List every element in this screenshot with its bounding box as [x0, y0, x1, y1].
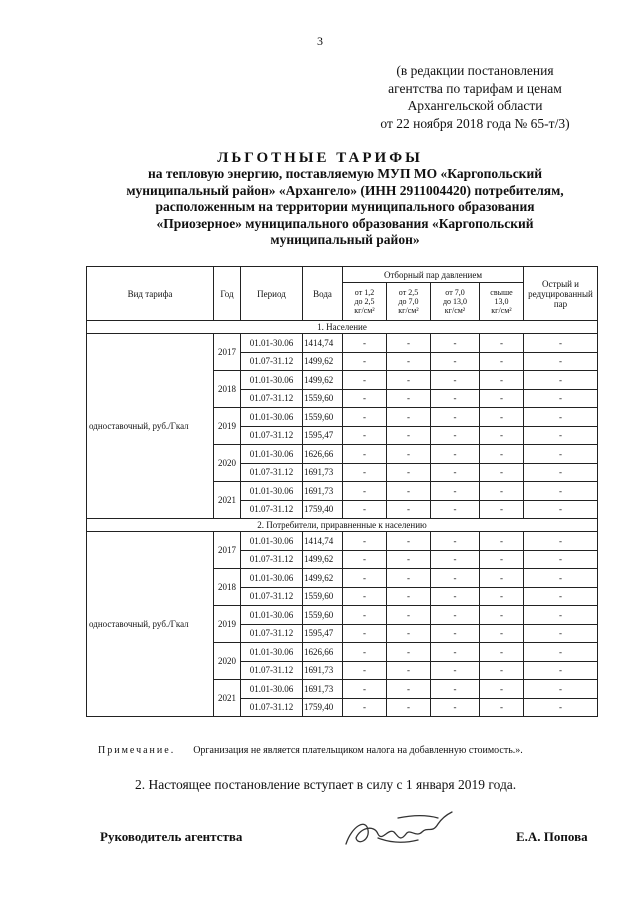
empty-value-cell: -: [343, 463, 387, 482]
empty-value-cell: -: [387, 426, 431, 445]
header-line: от 1,2: [354, 288, 375, 297]
header-steam-2: [387, 283, 431, 321]
period-cell: 01.01-30.06: [241, 643, 303, 662]
period-cell: 01.01-30.06: [241, 408, 303, 427]
empty-value-cell: -: [431, 532, 480, 551]
water-cell: 1414,74: [303, 532, 343, 551]
empty-value-cell: -: [387, 482, 431, 501]
header-line: свыше: [490, 288, 513, 297]
empty-value-cell: -: [343, 445, 387, 464]
note-text: Организация не является плательщиком налога на добавленную стоимость.».: [193, 745, 523, 756]
empty-value-cell: -: [387, 352, 431, 371]
header-steam-3: [431, 283, 480, 321]
water-cell: 1559,60: [303, 389, 343, 408]
year-cell: 2019: [214, 606, 241, 643]
section-title: 2. Потребители, приравненные к населению: [87, 519, 598, 532]
page-number: 3: [317, 34, 323, 48]
empty-value-cell: -: [524, 463, 598, 482]
empty-value-cell: -: [480, 550, 524, 569]
empty-value-cell: -: [431, 643, 480, 662]
period-cell: 01.01-30.06: [241, 606, 303, 625]
empty-value-cell: -: [480, 334, 524, 353]
empty-value-cell: -: [524, 680, 598, 699]
empty-value-cell: -: [343, 624, 387, 643]
header-year: Год: [214, 267, 241, 321]
empty-value-cell: -: [343, 408, 387, 427]
empty-value-cell: -: [524, 334, 598, 353]
water-cell: 1691,73: [303, 482, 343, 501]
empty-value-cell: -: [431, 606, 480, 625]
empty-value-cell: -: [343, 587, 387, 606]
header-line: до 2,5: [354, 297, 375, 306]
year-cell: 2018: [214, 371, 241, 408]
empty-value-cell: -: [431, 352, 480, 371]
subtitle-line: муниципальный район»: [270, 232, 420, 247]
empty-value-cell: -: [431, 661, 480, 680]
empty-value-cell: -: [343, 606, 387, 625]
signatory-name: Е.А. Попова: [516, 829, 588, 844]
water-cell: 1595,47: [303, 624, 343, 643]
water-cell: 1626,66: [303, 643, 343, 662]
empty-value-cell: -: [431, 371, 480, 390]
empty-value-cell: -: [387, 500, 431, 519]
empty-value-cell: -: [387, 698, 431, 717]
empty-value-cell: -: [524, 389, 598, 408]
year-cell: 2017: [214, 334, 241, 371]
water-cell: 1499,62: [303, 550, 343, 569]
edition-line: Архангельской области: [407, 98, 543, 113]
year-cell: 2021: [214, 680, 241, 717]
water-cell: 1595,47: [303, 426, 343, 445]
period-cell: 01.07-31.12: [241, 463, 303, 482]
empty-value-cell: -: [431, 463, 480, 482]
edition-line: агентства по тарифам и ценам: [388, 80, 562, 96]
empty-value-cell: -: [524, 587, 598, 606]
subtitle-line: расположенным на территории муниципального образования: [155, 199, 535, 214]
empty-value-cell: -: [524, 408, 598, 427]
water-cell: 1499,62: [303, 352, 343, 371]
period-cell: 01.01-30.06: [241, 532, 303, 551]
empty-value-cell: -: [480, 569, 524, 588]
empty-value-cell: -: [480, 389, 524, 408]
period-cell: 01.07-31.12: [241, 624, 303, 643]
empty-value-cell: -: [343, 371, 387, 390]
empty-value-cell: -: [524, 643, 598, 662]
document-title: ЛЬГОТНЫЕ ТАРИФЫ: [217, 150, 423, 166]
empty-value-cell: -: [343, 698, 387, 717]
empty-value-cell: -: [431, 389, 480, 408]
empty-value-cell: -: [524, 698, 598, 717]
empty-value-cell: -: [387, 463, 431, 482]
year-cell: 2020: [214, 445, 241, 482]
empty-value-cell: -: [480, 445, 524, 464]
empty-value-cell: -: [387, 408, 431, 427]
empty-value-cell: -: [524, 606, 598, 625]
period-cell: 01.01-30.06: [241, 482, 303, 501]
period-cell: 01.07-31.12: [241, 587, 303, 606]
header-line: редуцированный: [528, 288, 593, 299]
edition-line: (в редакции постановления: [396, 63, 554, 78]
empty-value-cell: -: [524, 371, 598, 390]
period-cell: 01.01-30.06: [241, 569, 303, 588]
header-period: Период: [241, 267, 303, 321]
empty-value-cell: -: [480, 426, 524, 445]
empty-value-cell: -: [480, 371, 524, 390]
empty-value-cell: -: [431, 426, 480, 445]
header-line: от 2,5: [398, 288, 419, 297]
empty-value-cell: -: [524, 445, 598, 464]
water-cell: 1691,73: [303, 661, 343, 680]
period-cell: 01.07-31.12: [241, 389, 303, 408]
empty-value-cell: -: [480, 624, 524, 643]
empty-value-cell: -: [480, 698, 524, 717]
empty-value-cell: -: [480, 500, 524, 519]
empty-value-cell: -: [480, 606, 524, 625]
tariff-table: [86, 266, 598, 717]
empty-value-cell: -: [524, 426, 598, 445]
year-cell: 2021: [214, 482, 241, 519]
header-line: кг/см²: [491, 306, 512, 315]
header-line: пар: [553, 298, 568, 309]
empty-value-cell: -: [480, 463, 524, 482]
empty-value-cell: -: [524, 661, 598, 680]
header-steam: Отборный пар давлением: [343, 267, 524, 283]
empty-value-cell: -: [431, 587, 480, 606]
table-row: [87, 334, 598, 353]
table-row: [87, 532, 598, 551]
subtitle-line: «Приозерное» муниципального образования «Каргопольский: [156, 215, 534, 231]
header-water: Вода: [303, 267, 343, 321]
empty-value-cell: -: [343, 334, 387, 353]
handwritten-signature: [338, 808, 458, 858]
tariff-type-cell: одноставочный, руб./Гкал: [87, 334, 214, 519]
header-tariff-type: Вид тарифа: [87, 267, 214, 321]
empty-value-cell: -: [524, 352, 598, 371]
empty-value-cell: -: [387, 445, 431, 464]
empty-value-cell: -: [343, 643, 387, 662]
empty-value-cell: -: [431, 500, 480, 519]
water-cell: 1414,74: [303, 334, 343, 353]
period-cell: 01.01-30.06: [241, 371, 303, 390]
year-cell: 2020: [214, 643, 241, 680]
empty-value-cell: -: [387, 550, 431, 569]
effective-date-clause: 2. Настоящее постановление вступает в силу с 1 января 2019 года.: [135, 777, 517, 792]
empty-value-cell: -: [431, 569, 480, 588]
empty-value-cell: -: [431, 698, 480, 717]
water-cell: 1691,73: [303, 680, 343, 699]
empty-value-cell: -: [343, 500, 387, 519]
water-cell: 1559,60: [303, 408, 343, 427]
note: [98, 745, 523, 756]
empty-value-cell: -: [343, 680, 387, 699]
empty-value-cell: -: [387, 334, 431, 353]
period-cell: 01.01-30.06: [241, 680, 303, 699]
tariff-type-cell: одноставочный, руб./Гкал: [87, 532, 214, 717]
header-line: до 13,0: [442, 297, 468, 306]
empty-value-cell: -: [480, 680, 524, 699]
empty-value-cell: -: [431, 408, 480, 427]
period-cell: 01.07-31.12: [241, 426, 303, 445]
table-body: [87, 321, 598, 717]
empty-value-cell: -: [387, 371, 431, 390]
empty-value-cell: -: [387, 532, 431, 551]
empty-value-cell: -: [387, 680, 431, 699]
empty-value-cell: -: [431, 482, 480, 501]
empty-value-cell: -: [431, 680, 480, 699]
empty-value-cell: -: [480, 643, 524, 662]
empty-value-cell: -: [387, 661, 431, 680]
period-cell: 01.07-31.12: [241, 500, 303, 519]
year-cell: 2019: [214, 408, 241, 445]
header-line: кг/см²: [398, 306, 419, 315]
empty-value-cell: -: [431, 445, 480, 464]
empty-value-cell: -: [524, 532, 598, 551]
empty-value-cell: -: [480, 587, 524, 606]
empty-value-cell: -: [343, 550, 387, 569]
empty-value-cell: -: [343, 482, 387, 501]
empty-value-cell: -: [343, 661, 387, 680]
document-subtitle: [80, 166, 610, 249]
water-cell: 1759,40: [303, 500, 343, 519]
period-cell: 01.07-31.12: [241, 550, 303, 569]
empty-value-cell: -: [387, 643, 431, 662]
empty-value-cell: -: [480, 482, 524, 501]
empty-value-cell: -: [387, 569, 431, 588]
empty-value-cell: -: [524, 550, 598, 569]
period-cell: 01.07-31.12: [241, 352, 303, 371]
section-title: 1. Население: [87, 321, 598, 334]
year-cell: 2017: [214, 532, 241, 569]
empty-value-cell: -: [524, 569, 598, 588]
empty-value-cell: -: [431, 550, 480, 569]
empty-value-cell: -: [343, 352, 387, 371]
empty-value-cell: -: [387, 389, 431, 408]
empty-value-cell: -: [524, 482, 598, 501]
water-cell: 1499,62: [303, 569, 343, 588]
water-cell: 1626,66: [303, 445, 343, 464]
empty-value-cell: -: [343, 389, 387, 408]
signatory-title: Руководитель агентства: [100, 829, 243, 844]
edition-note: [330, 62, 620, 132]
empty-value-cell: -: [480, 408, 524, 427]
header-line: от 7,0: [445, 288, 465, 297]
empty-value-cell: -: [431, 624, 480, 643]
subtitle-line: муниципальный район» «Архангело» (ИНН 2911004420) потребителям,: [126, 182, 564, 198]
year-cell: 2018: [214, 569, 241, 606]
header-steam-1: [343, 283, 387, 321]
period-cell: 01.01-30.06: [241, 445, 303, 464]
water-cell: 1499,62: [303, 371, 343, 390]
subtitle-line: на тепловую энергию, поставляемую МУП МО «Каргопольский: [147, 166, 543, 181]
water-cell: 1691,73: [303, 463, 343, 482]
edition-line: от 22 ноября 2018 года № 65-т/3): [380, 115, 570, 131]
empty-value-cell: -: [431, 334, 480, 353]
empty-value-cell: -: [524, 624, 598, 643]
empty-value-cell: -: [387, 624, 431, 643]
empty-value-cell: -: [343, 532, 387, 551]
empty-value-cell: -: [480, 532, 524, 551]
water-cell: 1559,60: [303, 606, 343, 625]
header-line: до 7,0: [398, 297, 419, 306]
empty-value-cell: -: [343, 426, 387, 445]
header-sharp-steam: [524, 267, 598, 321]
empty-value-cell: -: [387, 606, 431, 625]
water-cell: 1559,60: [303, 587, 343, 606]
empty-value-cell: -: [480, 352, 524, 371]
period-cell: 01.07-31.12: [241, 698, 303, 717]
water-cell: 1759,40: [303, 698, 343, 717]
header-line: Острый и: [542, 278, 579, 289]
period-cell: 01.01-30.06: [241, 334, 303, 353]
header-line: кг/см²: [354, 306, 375, 315]
empty-value-cell: -: [387, 587, 431, 606]
header-steam-4: [480, 283, 524, 321]
empty-value-cell: -: [524, 500, 598, 519]
empty-value-cell: -: [480, 661, 524, 680]
note-label: Примечание.: [98, 745, 176, 756]
period-cell: 01.07-31.12: [241, 661, 303, 680]
header-line: кг/см²: [444, 306, 466, 315]
empty-value-cell: -: [343, 569, 387, 588]
header-line: 13,0: [494, 297, 509, 306]
